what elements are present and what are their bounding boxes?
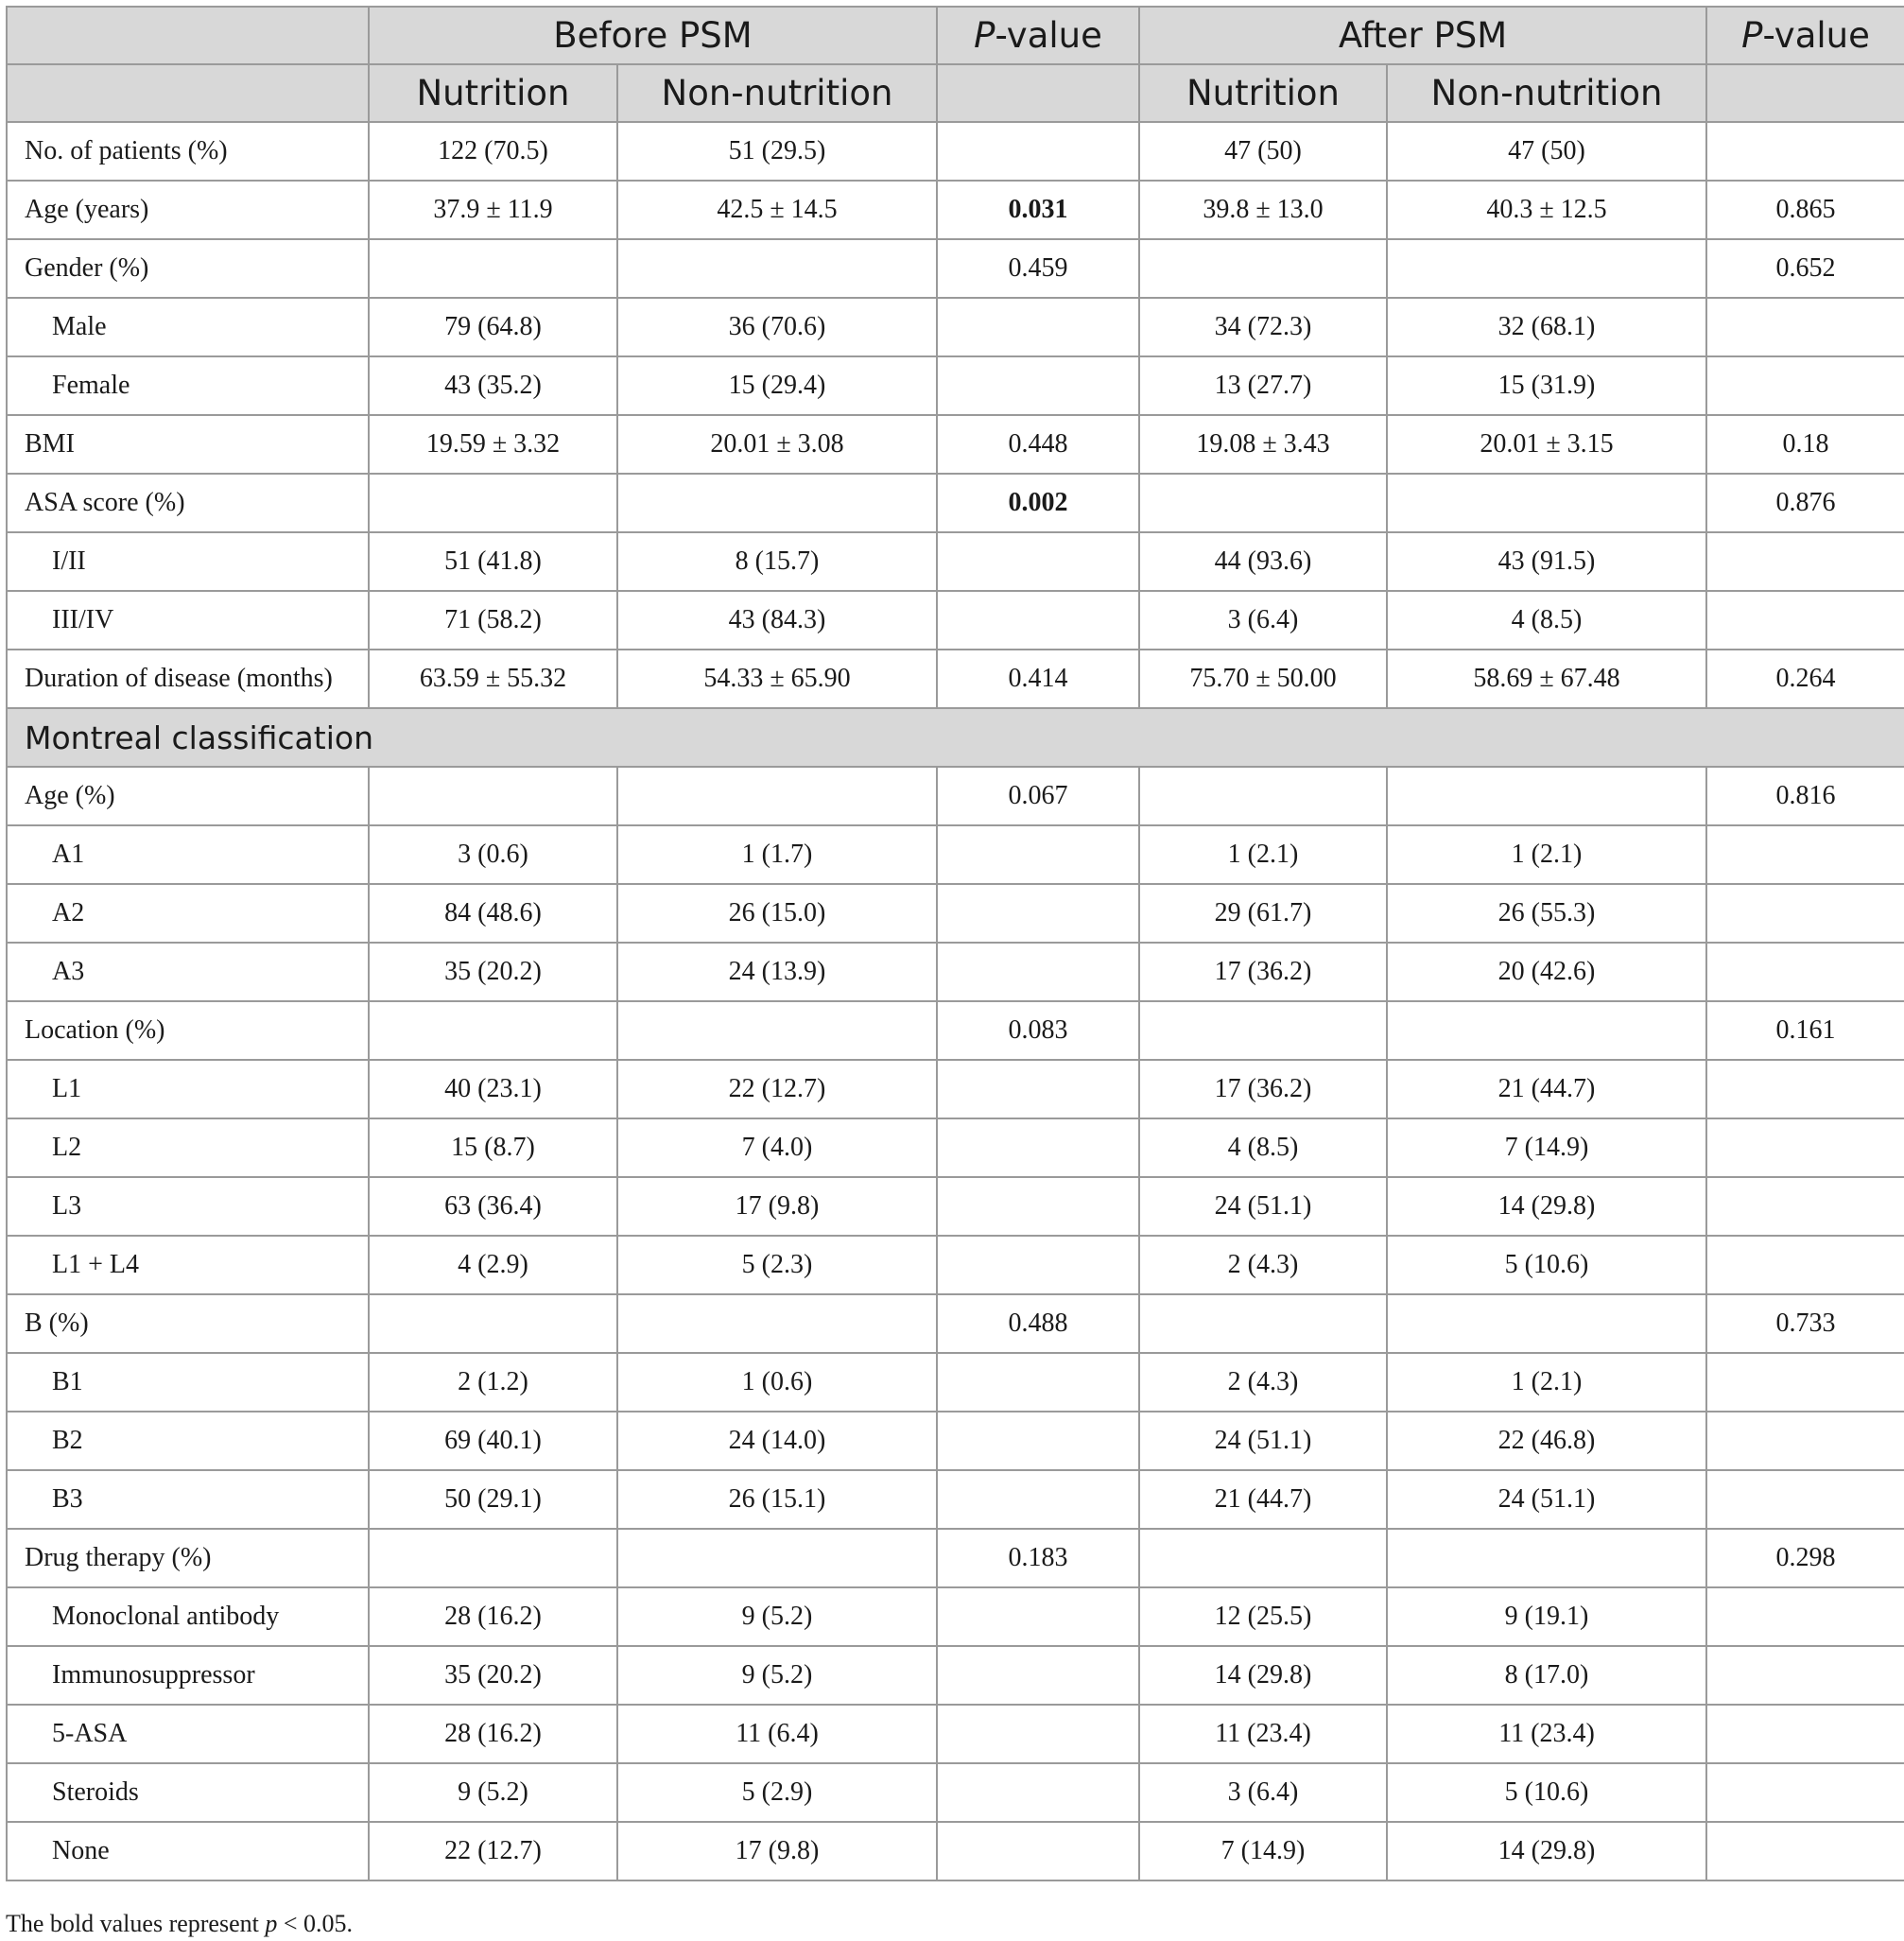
cell-p-value-after: 0.816 bbox=[1706, 767, 1904, 825]
cell-before-non-nutrition bbox=[617, 1001, 937, 1060]
cell-after-nutrition: 39.8 ± 13.0 bbox=[1139, 181, 1387, 239]
cell-before-non-nutrition: 43 (84.3) bbox=[617, 591, 937, 650]
cell-before-non-nutrition: 51 (29.5) bbox=[617, 122, 937, 181]
footnote-p-symbol: p bbox=[265, 1910, 278, 1937]
table-row bbox=[7, 1353, 1904, 1412]
header-before-nutrition: Nutrition bbox=[369, 64, 617, 122]
cell-p-value-after: 0.876 bbox=[1706, 474, 1904, 532]
cell-before-non-nutrition: 5 (2.9) bbox=[617, 1763, 937, 1822]
cell-before-non-nutrition: 1 (1.7) bbox=[617, 825, 937, 884]
cell-before-nutrition: 28 (16.2) bbox=[369, 1705, 617, 1763]
cell-after-non-nutrition bbox=[1387, 239, 1706, 298]
header-row-columns bbox=[7, 64, 1904, 122]
cell-p-value-after bbox=[1706, 1060, 1904, 1118]
header-p-value-before bbox=[937, 7, 1139, 64]
cell-before-non-nutrition bbox=[617, 767, 937, 825]
cell-p-value-after bbox=[1706, 1236, 1904, 1294]
cell-before-non-nutrition: 9 (5.2) bbox=[617, 1587, 937, 1646]
row-label: ASA score (%) bbox=[7, 474, 369, 532]
row-label: L2 bbox=[7, 1118, 369, 1177]
cell-after-non-nutrition: 58.69 ± 67.48 bbox=[1387, 650, 1706, 708]
row-label: No. of patients (%) bbox=[7, 122, 369, 181]
cell-after-nutrition: 13 (27.7) bbox=[1139, 356, 1387, 415]
row-label: B2 bbox=[7, 1412, 369, 1470]
cell-p-value-before bbox=[937, 1705, 1139, 1763]
footnote-suffix: < 0.05. bbox=[277, 1910, 354, 1937]
table-row bbox=[7, 1822, 1904, 1880]
cell-p-value-after bbox=[1706, 884, 1904, 943]
row-label: Drug therapy (%) bbox=[7, 1529, 369, 1587]
cell-p-value-before bbox=[937, 1177, 1139, 1236]
cell-p-value-before bbox=[937, 1118, 1139, 1177]
cell-before-nutrition: 3 (0.6) bbox=[369, 825, 617, 884]
cell-after-nutrition: 75.70 ± 50.00 bbox=[1139, 650, 1387, 708]
cell-after-nutrition: 14 (29.8) bbox=[1139, 1646, 1387, 1705]
cell-p-value-after bbox=[1706, 1470, 1904, 1529]
cell-after-nutrition: 24 (51.1) bbox=[1139, 1412, 1387, 1470]
row-label: B1 bbox=[7, 1353, 369, 1412]
table-row bbox=[7, 415, 1904, 474]
cell-after-nutrition: 34 (72.3) bbox=[1139, 298, 1387, 356]
row-label: L1 + L4 bbox=[7, 1236, 369, 1294]
table-row bbox=[7, 767, 1904, 825]
header-p-value-after bbox=[1706, 7, 1904, 64]
cell-after-nutrition: 3 (6.4) bbox=[1139, 591, 1387, 650]
table-row bbox=[7, 1060, 1904, 1118]
cell-before-nutrition: 79 (64.8) bbox=[369, 298, 617, 356]
cell-p-value-after: 0.865 bbox=[1706, 181, 1904, 239]
cell-before-non-nutrition: 20.01 ± 3.08 bbox=[617, 415, 937, 474]
cell-before-non-nutrition bbox=[617, 1294, 937, 1353]
cell-after-nutrition: 17 (36.2) bbox=[1139, 943, 1387, 1001]
table-row bbox=[7, 825, 1904, 884]
row-label: B3 bbox=[7, 1470, 369, 1529]
cell-after-nutrition: 2 (4.3) bbox=[1139, 1353, 1387, 1412]
cell-p-value-after: 0.18 bbox=[1706, 415, 1904, 474]
section-title: Montreal classification bbox=[7, 708, 1904, 767]
cell-before-nutrition: 50 (29.1) bbox=[369, 1470, 617, 1529]
cell-p-value-before: 0.488 bbox=[937, 1294, 1139, 1353]
cell-before-nutrition bbox=[369, 767, 617, 825]
cell-p-value-before bbox=[937, 825, 1139, 884]
cell-after-non-nutrition bbox=[1387, 474, 1706, 532]
cell-after-non-nutrition: 1 (2.1) bbox=[1387, 825, 1706, 884]
cell-p-value-after bbox=[1706, 943, 1904, 1001]
p-italic: P bbox=[974, 15, 995, 56]
cell-after-nutrition: 12 (25.5) bbox=[1139, 1587, 1387, 1646]
cell-before-non-nutrition: 26 (15.1) bbox=[617, 1470, 937, 1529]
table-row bbox=[7, 474, 1904, 532]
cell-after-non-nutrition: 40.3 ± 12.5 bbox=[1387, 181, 1706, 239]
cell-before-nutrition: 122 (70.5) bbox=[369, 122, 617, 181]
cell-after-nutrition: 44 (93.6) bbox=[1139, 532, 1387, 591]
table-row bbox=[7, 1118, 1904, 1177]
cell-p-value-after: 0.264 bbox=[1706, 650, 1904, 708]
cell-p-value-after bbox=[1706, 1646, 1904, 1705]
cell-before-nutrition: 63 (36.4) bbox=[369, 1177, 617, 1236]
table-row bbox=[7, 1705, 1904, 1763]
cell-p-value-after bbox=[1706, 298, 1904, 356]
cell-after-non-nutrition: 8 (17.0) bbox=[1387, 1646, 1706, 1705]
cell-p-value-before: 0.002 bbox=[937, 474, 1139, 532]
cell-after-non-nutrition: 22 (46.8) bbox=[1387, 1412, 1706, 1470]
cell-after-nutrition bbox=[1139, 1294, 1387, 1353]
cell-after-non-nutrition bbox=[1387, 767, 1706, 825]
row-label: Age (years) bbox=[7, 181, 369, 239]
cell-after-non-nutrition: 26 (55.3) bbox=[1387, 884, 1706, 943]
row-label: A2 bbox=[7, 884, 369, 943]
row-label: Monoclonal antibody bbox=[7, 1587, 369, 1646]
cell-after-nutrition: 11 (23.4) bbox=[1139, 1705, 1387, 1763]
table-row bbox=[7, 1529, 1904, 1587]
table-row bbox=[7, 239, 1904, 298]
cell-after-nutrition: 21 (44.7) bbox=[1139, 1470, 1387, 1529]
cell-before-nutrition: 51 (41.8) bbox=[369, 532, 617, 591]
cell-before-nutrition: 37.9 ± 11.9 bbox=[369, 181, 617, 239]
table-row bbox=[7, 298, 1904, 356]
header-after-psm: After PSM bbox=[1139, 7, 1706, 64]
cell-p-value-after bbox=[1706, 1763, 1904, 1822]
cell-before-non-nutrition: 15 (29.4) bbox=[617, 356, 937, 415]
table-row bbox=[7, 591, 1904, 650]
cell-p-value-before bbox=[937, 1060, 1139, 1118]
row-label: B (%) bbox=[7, 1294, 369, 1353]
table-row bbox=[7, 1470, 1904, 1529]
cell-p-value-before bbox=[937, 1763, 1139, 1822]
cell-before-non-nutrition bbox=[617, 1529, 937, 1587]
cell-after-non-nutrition: 5 (10.6) bbox=[1387, 1763, 1706, 1822]
cell-after-nutrition bbox=[1139, 1001, 1387, 1060]
table-row bbox=[7, 1177, 1904, 1236]
cell-before-non-nutrition: 17 (9.8) bbox=[617, 1177, 937, 1236]
cell-after-nutrition: 4 (8.5) bbox=[1139, 1118, 1387, 1177]
cell-p-value-before bbox=[937, 591, 1139, 650]
header-blank bbox=[937, 64, 1139, 122]
cell-after-nutrition bbox=[1139, 474, 1387, 532]
cell-before-non-nutrition: 42.5 ± 14.5 bbox=[617, 181, 937, 239]
cell-before-non-nutrition: 9 (5.2) bbox=[617, 1646, 937, 1705]
cell-p-value-after: 0.733 bbox=[1706, 1294, 1904, 1353]
cell-p-value-after bbox=[1706, 825, 1904, 884]
cell-p-value-before bbox=[937, 356, 1139, 415]
cell-after-non-nutrition: 1 (2.1) bbox=[1387, 1353, 1706, 1412]
cell-before-nutrition bbox=[369, 239, 617, 298]
cell-after-non-nutrition: 11 (23.4) bbox=[1387, 1705, 1706, 1763]
cell-p-value-before bbox=[937, 884, 1139, 943]
row-label: Duration of disease (months) bbox=[7, 650, 369, 708]
cell-p-value-after bbox=[1706, 1177, 1904, 1236]
cell-after-non-nutrition: 43 (91.5) bbox=[1387, 532, 1706, 591]
row-label: 5-ASA bbox=[7, 1705, 369, 1763]
cell-after-non-nutrition: 20.01 ± 3.15 bbox=[1387, 415, 1706, 474]
cell-p-value-after: 0.161 bbox=[1706, 1001, 1904, 1060]
cell-p-value-before bbox=[937, 122, 1139, 181]
header-before-non-nutrition: Non-nutrition bbox=[617, 64, 937, 122]
header-after-nutrition: Nutrition bbox=[1139, 64, 1387, 122]
cell-p-value-after bbox=[1706, 122, 1904, 181]
cell-before-nutrition: 28 (16.2) bbox=[369, 1587, 617, 1646]
cell-p-value-after bbox=[1706, 1412, 1904, 1470]
cell-before-nutrition: 22 (12.7) bbox=[369, 1822, 617, 1880]
cell-after-non-nutrition: 9 (19.1) bbox=[1387, 1587, 1706, 1646]
cell-p-value-after bbox=[1706, 591, 1904, 650]
cell-after-non-nutrition: 21 (44.7) bbox=[1387, 1060, 1706, 1118]
cell-p-value-after bbox=[1706, 1822, 1904, 1880]
row-label: Female bbox=[7, 356, 369, 415]
cell-after-non-nutrition: 24 (51.1) bbox=[1387, 1470, 1706, 1529]
header-blank bbox=[7, 64, 369, 122]
baseline-characteristics-table bbox=[6, 6, 1904, 1881]
cell-before-non-nutrition: 24 (13.9) bbox=[617, 943, 937, 1001]
cell-after-nutrition: 19.08 ± 3.43 bbox=[1139, 415, 1387, 474]
cell-p-value-after bbox=[1706, 1118, 1904, 1177]
cell-after-non-nutrition bbox=[1387, 1001, 1706, 1060]
cell-p-value-before: 0.083 bbox=[937, 1001, 1139, 1060]
table-row bbox=[7, 181, 1904, 239]
row-label: Male bbox=[7, 298, 369, 356]
row-label: Steroids bbox=[7, 1763, 369, 1822]
cell-before-nutrition: 15 (8.7) bbox=[369, 1118, 617, 1177]
cell-after-non-nutrition: 14 (29.8) bbox=[1387, 1822, 1706, 1880]
cell-before-nutrition: 43 (35.2) bbox=[369, 356, 617, 415]
cell-before-nutrition: 40 (23.1) bbox=[369, 1060, 617, 1118]
cell-after-nutrition: 29 (61.7) bbox=[1139, 884, 1387, 943]
cell-p-value-before bbox=[937, 943, 1139, 1001]
header-blank bbox=[1706, 64, 1904, 122]
header-before-psm: Before PSM bbox=[369, 7, 937, 64]
cell-after-non-nutrition: 47 (50) bbox=[1387, 122, 1706, 181]
cell-p-value-before bbox=[937, 1822, 1139, 1880]
cell-before-nutrition bbox=[369, 1529, 617, 1587]
row-label: BMI bbox=[7, 415, 369, 474]
table-row bbox=[7, 943, 1904, 1001]
cell-after-nutrition: 47 (50) bbox=[1139, 122, 1387, 181]
cell-before-nutrition: 9 (5.2) bbox=[369, 1763, 617, 1822]
section-row bbox=[7, 708, 1904, 767]
cell-p-value-after: 0.298 bbox=[1706, 1529, 1904, 1587]
cell-before-non-nutrition: 17 (9.8) bbox=[617, 1822, 937, 1880]
cell-before-nutrition: 71 (58.2) bbox=[369, 591, 617, 650]
cell-p-value-before: 0.067 bbox=[937, 767, 1139, 825]
footnote bbox=[6, 1910, 353, 1938]
cell-before-nutrition: 2 (1.2) bbox=[369, 1353, 617, 1412]
cell-p-value-before: 0.414 bbox=[937, 650, 1139, 708]
cell-before-nutrition: 84 (48.6) bbox=[369, 884, 617, 943]
table-row bbox=[7, 1763, 1904, 1822]
row-label: Location (%) bbox=[7, 1001, 369, 1060]
section-montreal bbox=[7, 708, 1904, 767]
cell-after-nutrition: 1 (2.1) bbox=[1139, 825, 1387, 884]
row-label: Immunosuppressor bbox=[7, 1646, 369, 1705]
table-row bbox=[7, 532, 1904, 591]
cell-after-non-nutrition: 4 (8.5) bbox=[1387, 591, 1706, 650]
cell-after-nutrition: 3 (6.4) bbox=[1139, 1763, 1387, 1822]
table-row bbox=[7, 1412, 1904, 1470]
cell-p-value-before bbox=[937, 532, 1139, 591]
row-label: I/II bbox=[7, 532, 369, 591]
table-row bbox=[7, 650, 1904, 708]
table-row bbox=[7, 122, 1904, 181]
table-body-bottom bbox=[7, 767, 1904, 1880]
cell-p-value-after bbox=[1706, 532, 1904, 591]
table-container bbox=[6, 6, 1904, 1881]
cell-before-nutrition bbox=[369, 1294, 617, 1353]
cell-before-nutrition: 19.59 ± 3.32 bbox=[369, 415, 617, 474]
cell-before-nutrition: 69 (40.1) bbox=[369, 1412, 617, 1470]
table-row bbox=[7, 1001, 1904, 1060]
cell-p-value-before: 0.448 bbox=[937, 415, 1139, 474]
p-italic: P bbox=[1741, 15, 1763, 56]
cell-before-nutrition bbox=[369, 1001, 617, 1060]
cell-after-nutrition bbox=[1139, 1529, 1387, 1587]
p-suffix: -value bbox=[1762, 15, 1870, 56]
cell-p-value-before bbox=[937, 1587, 1139, 1646]
header-row-groups bbox=[7, 7, 1904, 64]
cell-after-nutrition bbox=[1139, 767, 1387, 825]
cell-before-nutrition: 63.59 ± 55.32 bbox=[369, 650, 617, 708]
cell-after-non-nutrition: 5 (10.6) bbox=[1387, 1236, 1706, 1294]
cell-before-non-nutrition: 26 (15.0) bbox=[617, 884, 937, 943]
table-row bbox=[7, 1294, 1904, 1353]
cell-p-value-before: 0.459 bbox=[937, 239, 1139, 298]
cell-before-non-nutrition: 24 (14.0) bbox=[617, 1412, 937, 1470]
cell-p-value-before bbox=[937, 1236, 1139, 1294]
cell-before-non-nutrition: 8 (15.7) bbox=[617, 532, 937, 591]
cell-p-value-before bbox=[937, 1470, 1139, 1529]
row-label: L3 bbox=[7, 1177, 369, 1236]
cell-after-nutrition bbox=[1139, 239, 1387, 298]
cell-before-non-nutrition bbox=[617, 239, 937, 298]
cell-after-nutrition: 24 (51.1) bbox=[1139, 1177, 1387, 1236]
row-label: III/IV bbox=[7, 591, 369, 650]
row-label: Gender (%) bbox=[7, 239, 369, 298]
cell-before-non-nutrition: 5 (2.3) bbox=[617, 1236, 937, 1294]
cell-after-nutrition: 17 (36.2) bbox=[1139, 1060, 1387, 1118]
cell-after-non-nutrition: 32 (68.1) bbox=[1387, 298, 1706, 356]
p-suffix: -value bbox=[995, 15, 1102, 56]
table-row bbox=[7, 1236, 1904, 1294]
table-body-top bbox=[7, 122, 1904, 708]
table-header bbox=[7, 7, 1904, 122]
table-row bbox=[7, 356, 1904, 415]
header-blank bbox=[7, 7, 369, 64]
cell-before-non-nutrition: 54.33 ± 65.90 bbox=[617, 650, 937, 708]
cell-before-nutrition bbox=[369, 474, 617, 532]
cell-p-value-before bbox=[937, 1646, 1139, 1705]
cell-p-value-after bbox=[1706, 356, 1904, 415]
row-label: None bbox=[7, 1822, 369, 1880]
cell-p-value-before bbox=[937, 1353, 1139, 1412]
cell-before-nutrition: 4 (2.9) bbox=[369, 1236, 617, 1294]
cell-after-nutrition: 2 (4.3) bbox=[1139, 1236, 1387, 1294]
cell-p-value-after bbox=[1706, 1705, 1904, 1763]
cell-p-value-after: 0.652 bbox=[1706, 239, 1904, 298]
cell-before-non-nutrition: 22 (12.7) bbox=[617, 1060, 937, 1118]
row-label: Age (%) bbox=[7, 767, 369, 825]
cell-before-non-nutrition: 1 (0.6) bbox=[617, 1353, 937, 1412]
cell-after-non-nutrition bbox=[1387, 1294, 1706, 1353]
cell-before-non-nutrition: 7 (4.0) bbox=[617, 1118, 937, 1177]
cell-p-value-after bbox=[1706, 1587, 1904, 1646]
cell-before-nutrition: 35 (20.2) bbox=[369, 943, 617, 1001]
cell-p-value-before: 0.031 bbox=[937, 181, 1139, 239]
cell-after-non-nutrition: 20 (42.6) bbox=[1387, 943, 1706, 1001]
table-row bbox=[7, 884, 1904, 943]
cell-p-value-before bbox=[937, 1412, 1139, 1470]
table-row bbox=[7, 1646, 1904, 1705]
row-label: A1 bbox=[7, 825, 369, 884]
cell-before-nutrition: 35 (20.2) bbox=[369, 1646, 617, 1705]
cell-after-non-nutrition bbox=[1387, 1529, 1706, 1587]
cell-before-non-nutrition bbox=[617, 474, 937, 532]
footnote-prefix: The bold values represent bbox=[6, 1910, 266, 1937]
cell-before-non-nutrition: 11 (6.4) bbox=[617, 1705, 937, 1763]
cell-p-value-before bbox=[937, 298, 1139, 356]
cell-after-non-nutrition: 15 (31.9) bbox=[1387, 356, 1706, 415]
cell-after-nutrition: 7 (14.9) bbox=[1139, 1822, 1387, 1880]
cell-after-non-nutrition: 7 (14.9) bbox=[1387, 1118, 1706, 1177]
cell-p-value-before: 0.183 bbox=[937, 1529, 1139, 1587]
table-row bbox=[7, 1587, 1904, 1646]
row-label: A3 bbox=[7, 943, 369, 1001]
header-after-non-nutrition: Non-nutrition bbox=[1387, 64, 1706, 122]
row-label: L1 bbox=[7, 1060, 369, 1118]
cell-p-value-after bbox=[1706, 1353, 1904, 1412]
cell-after-non-nutrition: 14 (29.8) bbox=[1387, 1177, 1706, 1236]
cell-before-non-nutrition: 36 (70.6) bbox=[617, 298, 937, 356]
